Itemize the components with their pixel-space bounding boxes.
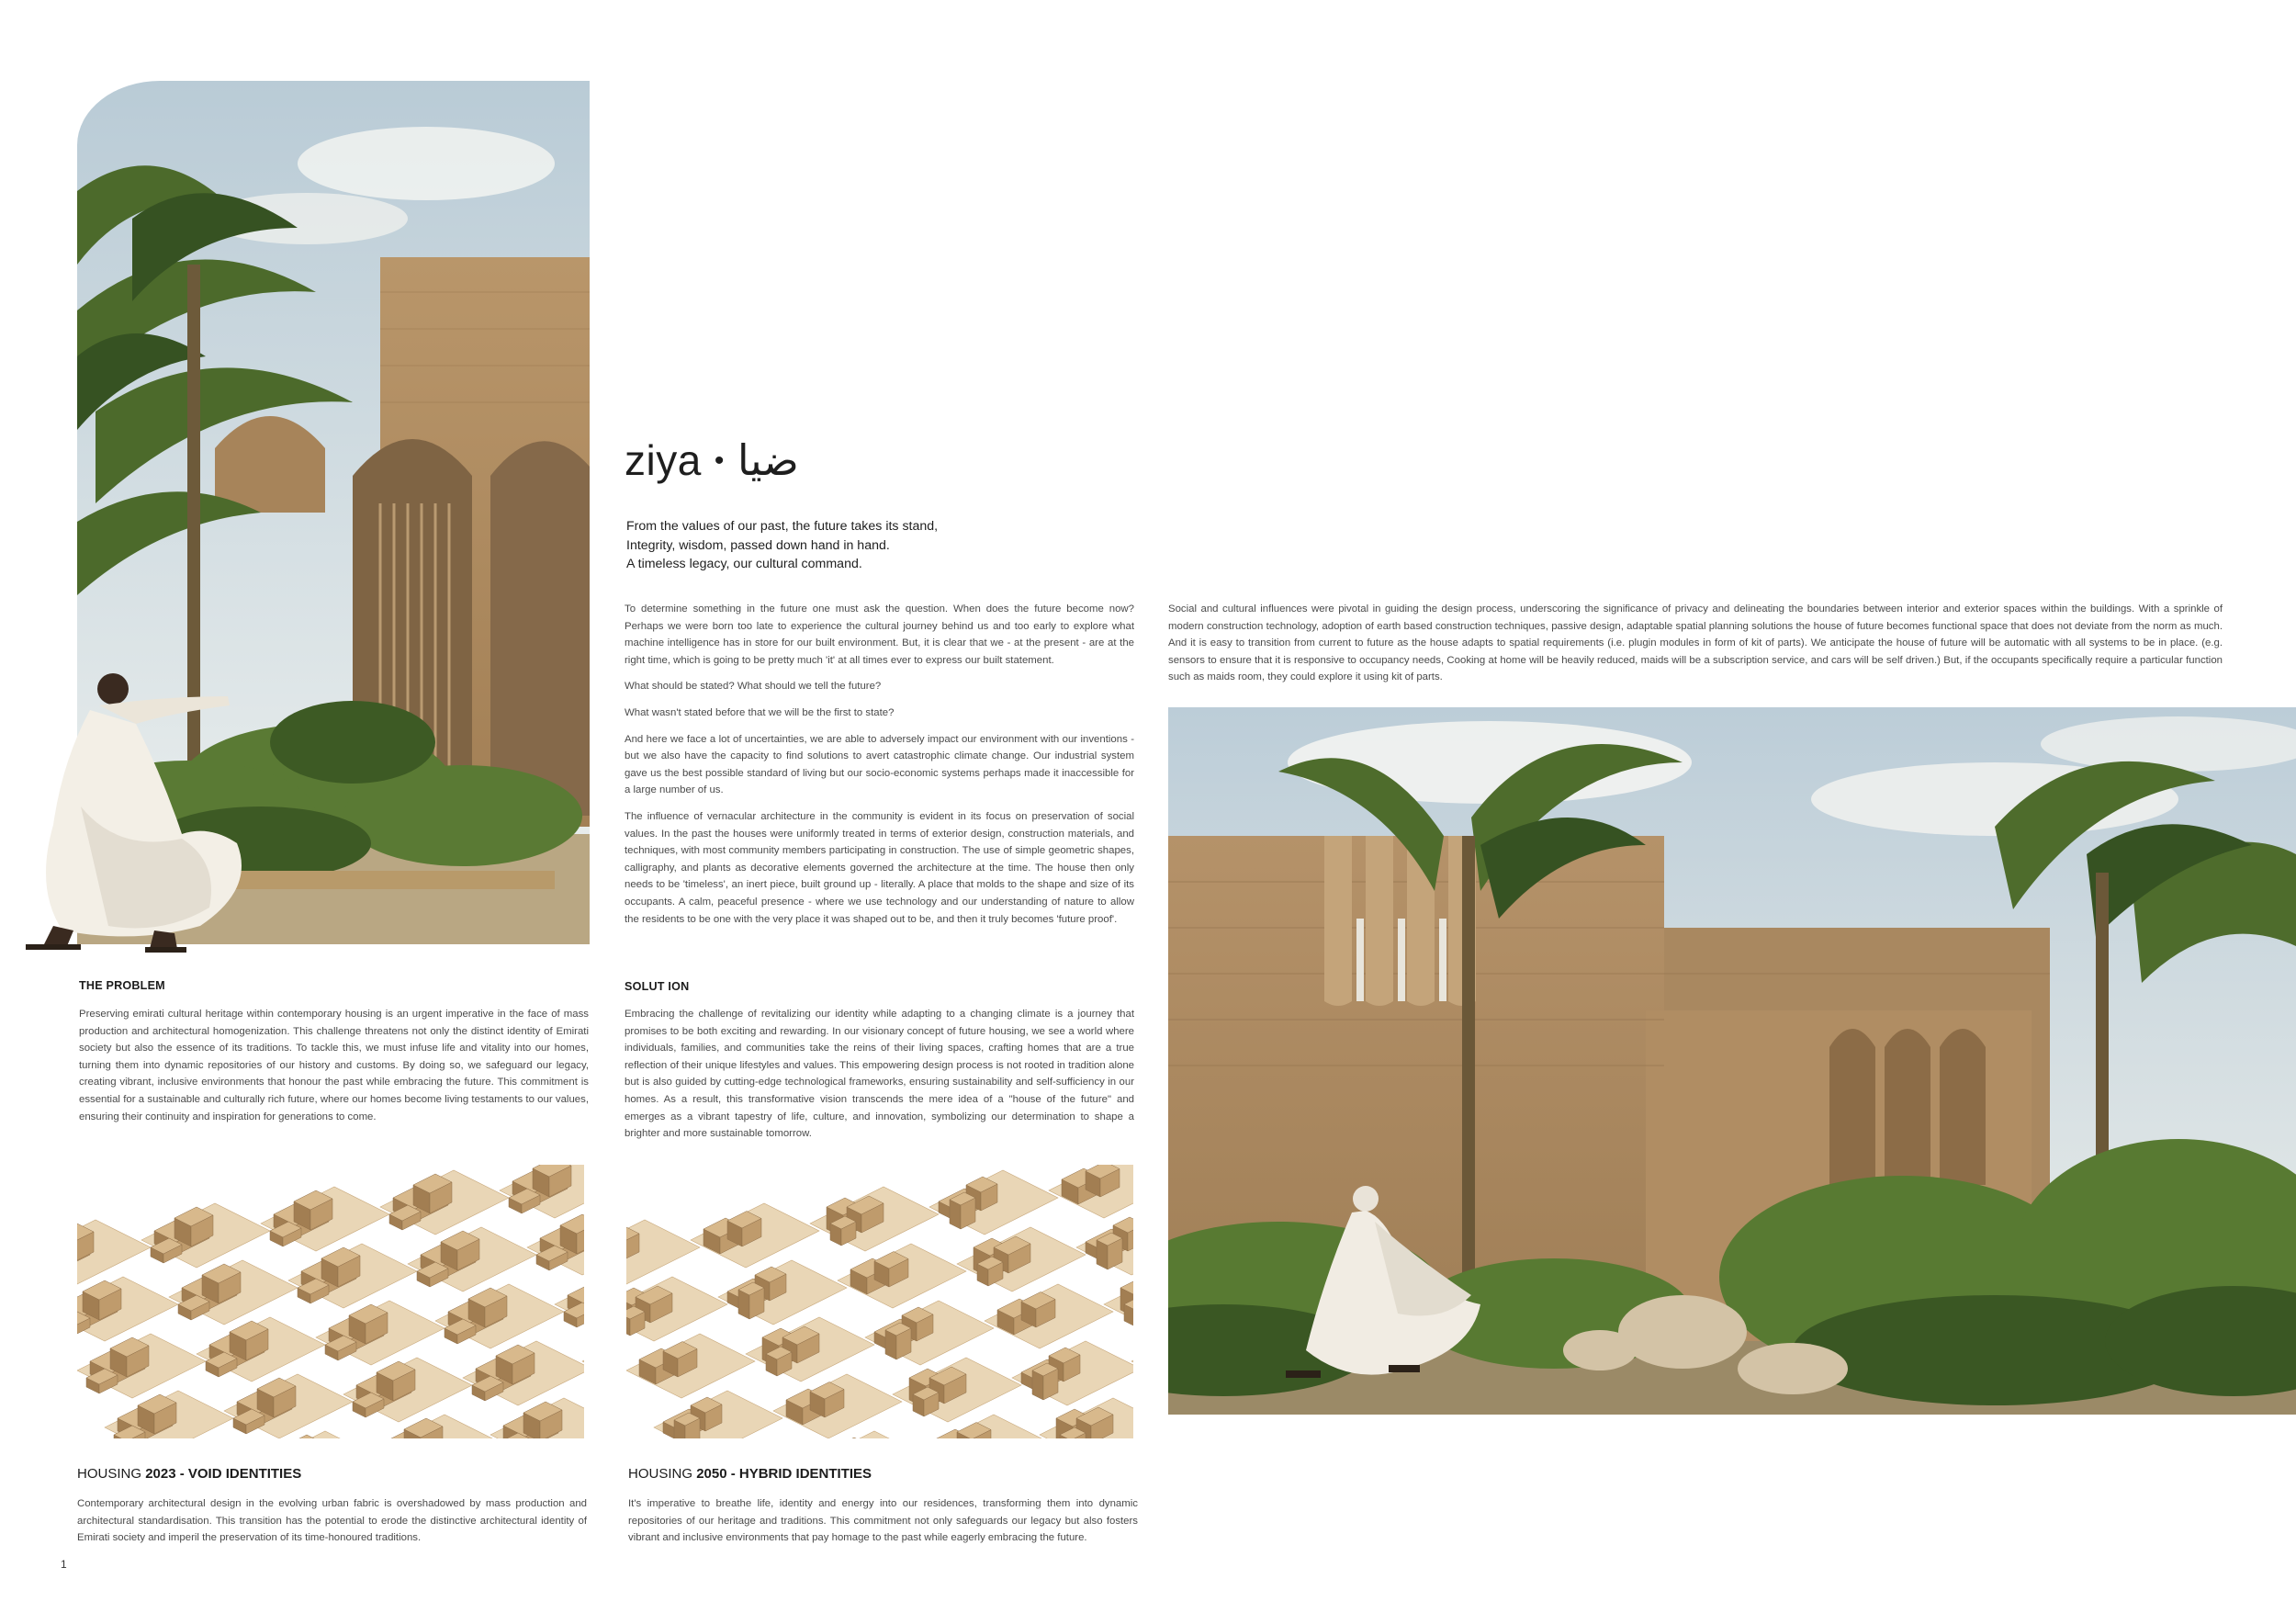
- housing-2050-text: It's imperative to breathe life, identity and energy into our residences, transforming them into dynamic repositories of our heritage and traditions. This commitment not only safeguards our legacy but also fosters vibrant and inclusive environments that pay homage to the past while eagerly embracing the future.: [628, 1498, 1138, 1544]
- intro-paragraph: The influence of vernacular architecture in the community is evident in its focus on preservation of social values. In the past the houses were uniformly treated in terms of exterior design, construction materials, and techniques, with most community members participating in construction. The use of simple geometric shapes, calligraphy, and plants as decorative elements governed the architecture at the time. The house then only needs to be 'timeless', an inert piece, built ground up - literally. A place that molds to the shape and size of its occupants. A calm, peaceful presence - where we use technology and our understanding of nature to allow the residents to be one with the very place it was shaped out to be, and then it truly becomes 'future proof'.: [625, 810, 1134, 925]
- housing-2050-massing-image: [626, 1165, 1133, 1438]
- design-process-text: Social and cultural influences were pivotal in guiding the design process, underscoring the significance of privacy and delineating the boundaries between interior and exterior spaces within the buildings. With a sprinkle of modern construction technology, adoption of earth based construction techniques, passive design, adaptable spatial planning solutions the house of future becomes functional space that does not deviate from the norm as much. And it is easy to transition from current to future as the house adapts to spatial requirements (i.e. plugin modules in form of kit of parts). We anticipate the house of future will be automatic with all systems to be in place. (e.g. sensors to ensure that it is responsive to occupancy needs, Cooking at home will be heavily reduced, maids will be a subscription service, and cars will be self driven.) But, if the occupants specifically require a particular function such as maids room, they could explore it using kit of parts.: [1168, 603, 2223, 683]
- housing-2050-prefix: HOUSING: [628, 1466, 697, 1482]
- intro-paragraph: And here we face a lot of uncertainties, we are able to adversely impact our environment with our inventions - but we also have the capacity to find solutions to avert catastrophic climate change. Our industrial system gave us the best possible standard of living but our socio-economic systems perhaps made it inaccessible for a large number of us.: [625, 733, 1134, 796]
- housing-2050-heading: [628, 1466, 872, 1482]
- housing-2023-text: Contemporary architectural design in the evolving urban fabric is overshadowed by mass production and architectural standardisation. This transition has the potential to erode the distinctive architectural identity of Emirati society and imperil the preservation of its time-honoured traditions.: [77, 1498, 587, 1544]
- intro-text: [625, 601, 1134, 937]
- intro-paragraph: To determine something in the future one must ask the question. When does the future become now? Perhaps we were born too late to experience the cultural journey behind us and too early to explore what machine intelligence has in store for our built environment. But, it is clear that we - at the present - are at the right time, which is going to be pretty much 'it' at all times ever to express our built statement.: [625, 603, 1134, 666]
- intro-paragraph: What wasn't stated before that we will be the first to state?: [625, 706, 895, 718]
- housing-2023-massing-image: [77, 1165, 584, 1438]
- intro-paragraph: What should be stated? What should we tell the future?: [625, 681, 882, 693]
- housing-2023-title: 2023 - VOID IDENTITIES: [145, 1466, 302, 1482]
- poem-line: From the values of our past, the future takes its stand,: [626, 519, 939, 534]
- title-separator: •: [714, 445, 725, 476]
- robed-figure-image: [26, 669, 255, 955]
- house-exterior-image: [1168, 707, 2296, 1415]
- poem: [626, 517, 1141, 574]
- problem-text: Preserving emirati cultural heritage within contemporary housing is an urgent imperative in the face of mass production and architectural homogenization. This challenge threatens not only the distinct identity of Emirati society but also the essence of its traditions. To tackle this, we must infuse life and vitality into our homes, turning them into dynamic repositories of our history and customs. By doing so, we safeguard our legacy, creating vibrant, inclusive environments that honour the past while embracing the future. This commitment is essential for a sustainable and culturally rich future, where our homes become living testaments to our values, ensuring their continuity and inspiration for generations to come.: [79, 1009, 589, 1122]
- project-title: [625, 435, 799, 485]
- title-latin: ziya: [625, 436, 702, 484]
- title-arabic: ضيا: [737, 435, 799, 485]
- page-number: 1: [61, 1558, 67, 1571]
- housing-2023-heading: [77, 1466, 301, 1482]
- housing-2050-title: 2050 - HYBRID IDENTITIES: [696, 1466, 872, 1482]
- housing-2023-prefix: HOUSING: [77, 1466, 146, 1482]
- solution-text: Embracing the challenge of revitalizing our identity while adapting to a changing climate is a journey that promises to be both exciting and rewarding. In our visionary concept of future housing, we see a world where individuals, families, and communities take the reins of their living spaces, crafting homes that are a true reflection of their unique lifestyles and values. This empowering design process is not rooted in tradition alone but is also guided by cutting-edge technological frameworks, ensuring sustainability and self-sufficiency in our homes. As a result, this transformative vision transcends the mere idea of a "house of the future" and emerges as a vibrant tapestry of life, culture, and innovation, symbolizing our determination to shape a brighter and more sustainable tomorrow.: [625, 1009, 1134, 1140]
- solution-heading: SOLUT ION: [625, 980, 690, 993]
- problem-heading: THE PROBLEM: [79, 979, 165, 992]
- poem-line: A timeless legacy, our cultural command.: [626, 557, 862, 571]
- poem-line: Integrity, wisdom, passed down hand in hand.: [626, 537, 890, 553]
